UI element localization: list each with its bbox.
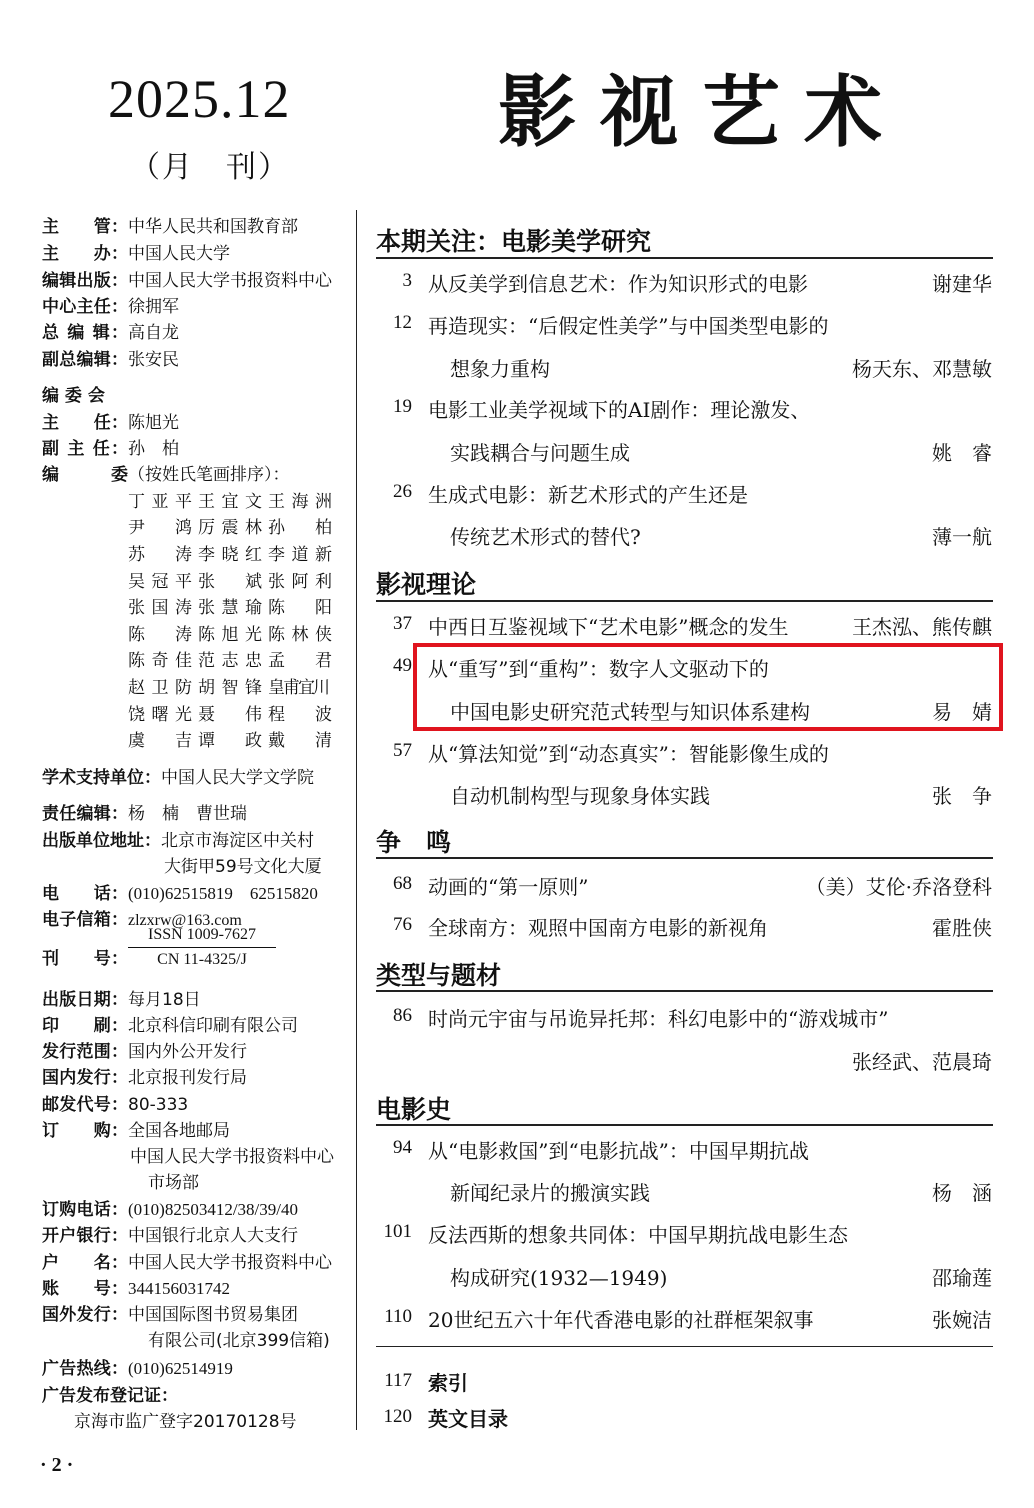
- toc-article-title-line2[interactable]: 传统艺术形式的替代?: [450, 525, 641, 549]
- toc-article-title[interactable]: 中西日互鉴视域下“艺术电影”概念的发生: [428, 615, 789, 639]
- toc-author: 霍胜侠: [932, 916, 992, 940]
- section-title-genre: 类型与题材: [376, 961, 502, 990]
- toc-article-title-line2[interactable]: 构成研究(1932—1949): [450, 1266, 668, 1290]
- frequency-label: （月 刊）: [130, 150, 290, 185]
- board-row: 赵卫防 胡智锋 皇甫宜川: [128, 677, 328, 698]
- page-number: · 2 ·: [40, 1454, 74, 1476]
- toc-page-number: 76: [393, 914, 412, 935]
- board-row: 吴冠平 张 斌 张阿利: [128, 571, 332, 592]
- toc-page-number: 117: [384, 1370, 412, 1391]
- board-row: 苏 涛 李晓红 李道新: [128, 544, 332, 565]
- printer: 印 刷：北京科信印刷有限公司: [42, 1016, 298, 1036]
- board-members-header: 编 委（按姓氏笔画排序）：: [42, 465, 290, 485]
- toc-article-title-line2[interactable]: 中国电影史研究范式转型与知识体系建构: [450, 700, 810, 724]
- toc-article-title[interactable]: 再造现实：“后假定性美学”与中国类型电影的: [428, 314, 829, 338]
- board-row: 陈 涛 陈旭光 陈林侠: [128, 624, 332, 645]
- masthead-director: 中心主任：徐拥军: [42, 297, 179, 317]
- toc-author: 张婉洁: [932, 1308, 992, 1332]
- section-title-history: 电影史: [376, 1095, 452, 1124]
- section-rule: [376, 257, 993, 259]
- toc-article-title[interactable]: 从反美学到信息艺术：作为知识形式的电影: [428, 272, 808, 296]
- toc-author: 邵瑜莲: [932, 1266, 992, 1290]
- toc-page-number: 57: [393, 740, 412, 761]
- toc-page-number: 49: [393, 655, 412, 676]
- toc-page-number: 94: [393, 1137, 412, 1158]
- responsible-editors: 责任编辑：杨 楠 曹世瑞: [42, 804, 247, 824]
- masthead-editor-in-chief: 总 编 辑：高自龙: [42, 323, 179, 343]
- toc-author: 杨 涵: [932, 1181, 992, 1205]
- magazine-title: 影视艺术: [498, 68, 907, 158]
- toc-article-title[interactable]: 时尚元宇宙与吊诡异托邦：科幻电影中的“游戏城市”: [428, 1007, 889, 1031]
- distribution-range: 发行范围：国内外公开发行: [42, 1042, 247, 1062]
- toc-page-number: 3: [402, 270, 412, 291]
- subscription: 订 购：全国各地邮局: [42, 1121, 230, 1141]
- board-row: 尹 鸿 厉震林 孙 柏: [128, 518, 332, 539]
- toc-article-title[interactable]: 20世纪五六十年代香港电影的社群框架叙事: [428, 1308, 814, 1332]
- serial-label: 刊 号：: [42, 949, 128, 969]
- ad-hotline: 广告热线：(010)62514919: [42, 1359, 233, 1379]
- board-row: 陈奇佳 范志忠 孟 君: [128, 651, 332, 672]
- toc-author: 薄一航: [932, 525, 992, 549]
- section-rule: [376, 600, 993, 602]
- section-rule: [376, 1124, 993, 1126]
- board-row: 饶曙光 聂 伟 程 波: [128, 704, 332, 725]
- publisher-address-line2: 大街甲59号文化大厦: [164, 857, 322, 877]
- toc-article-title-line2[interactable]: 想象力重构: [450, 357, 550, 381]
- subscription-line3: 市场部: [148, 1173, 199, 1193]
- overseas-distribution-line2: 有限公司(北京399信箱): [148, 1331, 330, 1351]
- email: 电子信箱：zlzxrw@163.com: [42, 910, 242, 930]
- board-vice-chair: 副 主 任：孙 柏: [42, 439, 179, 459]
- toc-author: 王杰泓、熊传麒: [852, 615, 992, 639]
- toc-author: 谢建华: [932, 272, 992, 296]
- account-number: 账 号：344156031742: [42, 1279, 230, 1299]
- toc-article-title[interactable]: 反法西斯的想象共同体：中国早期抗战电影生态: [428, 1223, 848, 1247]
- issn-number: ISSN 1009-7627: [147, 926, 256, 943]
- board-row: 张国涛 张慧瑜 陈 阳: [128, 598, 332, 619]
- toc-author: 姚 睿: [932, 441, 992, 465]
- toc-author: 杨天东、邓慧敏: [852, 357, 992, 381]
- toc-article-title[interactable]: 全球南方：观照中国南方电影的新视角: [428, 916, 768, 940]
- toc-page-number: 120: [383, 1406, 412, 1427]
- section-title-theory: 影视理论: [376, 570, 477, 599]
- issue-number: 2025.12: [108, 69, 291, 129]
- toc-article-title[interactable]: 从“重写”到“重构”：数字人文驱动下的: [428, 657, 769, 681]
- toc-page-number: 68: [393, 873, 412, 894]
- board-chair: 主 任：陈旭光: [42, 413, 179, 433]
- phone: 电 话：(010)62515819 62515820: [42, 884, 318, 904]
- toc-author: 张经武、范晨琦: [852, 1050, 992, 1074]
- board-title: 编 委 会: [42, 386, 105, 406]
- highlight-box: [413, 643, 1003, 731]
- section-title-focus: 本期关注：电影美学研究: [376, 227, 652, 256]
- section-title-debate: 争 鸣: [376, 828, 452, 857]
- toc-author: 易 婧: [932, 700, 992, 724]
- masthead-publisher: 编辑出版：中国人民大学书报资料中心: [42, 271, 332, 291]
- ad-registration-label: 广告发布登记证：: [42, 1386, 178, 1406]
- subscription-line2: 中国人民大学书报资料中心: [130, 1147, 334, 1167]
- board-members-grid: [128, 486, 338, 752]
- section-rule: [376, 990, 993, 992]
- board-row: 虞 吉 谭 政 戴 清: [128, 731, 332, 752]
- publisher-address: 出版单位地址：北京市海淀区中关村: [42, 831, 314, 851]
- publication-date: 出版日期：每月18日: [42, 990, 201, 1010]
- toc-page-number: 110: [384, 1306, 412, 1327]
- column-divider: [356, 210, 357, 1430]
- account-name: 户 名：中国人民大学书报资料中心: [42, 1253, 332, 1273]
- serial-divider: [128, 947, 276, 948]
- toc-index[interactable]: 索引: [428, 1371, 468, 1395]
- toc-author: 张 争: [932, 784, 992, 808]
- section-rule: [376, 857, 993, 859]
- serial-numbers: [128, 926, 276, 969]
- ad-registration-value: 京海市监广登字20170128号: [74, 1412, 297, 1432]
- toc-article-title-line2[interactable]: 自动机制构型与现象身体实践: [450, 784, 710, 808]
- toc-page-number: 37: [393, 613, 412, 634]
- overseas-distribution: 国外发行：中国国际图书贸易集团: [42, 1305, 298, 1325]
- masthead-deputy-editor: 副总编辑：张安民: [42, 350, 179, 370]
- toc-page-number: 86: [393, 1005, 412, 1026]
- toc-article-title[interactable]: 生成式电影：新艺术形式的产生还是: [428, 483, 748, 507]
- toc-page-number: 101: [383, 1221, 412, 1242]
- toc-article-title[interactable]: 从“电影救国”到“电影抗战”：中国早期抗战: [428, 1139, 809, 1163]
- board-row: 丁亚平 王宜文 王海洲: [128, 491, 332, 512]
- bank: 开户银行：中国银行北京人大支行: [42, 1226, 298, 1246]
- domestic-distribution: 国内发行：北京报刊发行局: [42, 1068, 247, 1088]
- toc-bottom-rule: [376, 1346, 993, 1347]
- toc-article-title-line2[interactable]: 实践耦合与问题生成: [450, 441, 630, 465]
- toc-article-title[interactable]: 从“算法知觉”到“动态真实”：智能影像生成的: [428, 742, 829, 766]
- order-phone: 订购电话：(010)82503412/38/39/40: [42, 1200, 298, 1220]
- toc-author: （美）艾伦·乔洛登科: [805, 875, 992, 899]
- toc-article-title[interactable]: 电影工业美学视域下的AI剧作：理论激发、: [428, 398, 811, 422]
- toc-english-contents[interactable]: 英文目录: [428, 1407, 508, 1431]
- cn-number: CN 11-4325/J: [157, 951, 247, 968]
- toc-article-title[interactable]: 动画的“第一原则”: [428, 875, 589, 899]
- toc-page-number: 12: [393, 312, 412, 333]
- academic-support: 学术支持单位：中国人民大学文学院: [42, 768, 314, 788]
- masthead-sponsor: 主 办：中国人民大学: [42, 244, 230, 264]
- toc-page-number: 19: [393, 396, 412, 417]
- postal-code: 邮发代号：80-333: [42, 1095, 189, 1115]
- masthead-supervisor: 主 管：中华人民共和国教育部: [42, 217, 298, 237]
- toc-article-title-line2[interactable]: 新闻纪录片的搬演实践: [450, 1181, 650, 1205]
- toc-page-number: 26: [393, 481, 412, 502]
